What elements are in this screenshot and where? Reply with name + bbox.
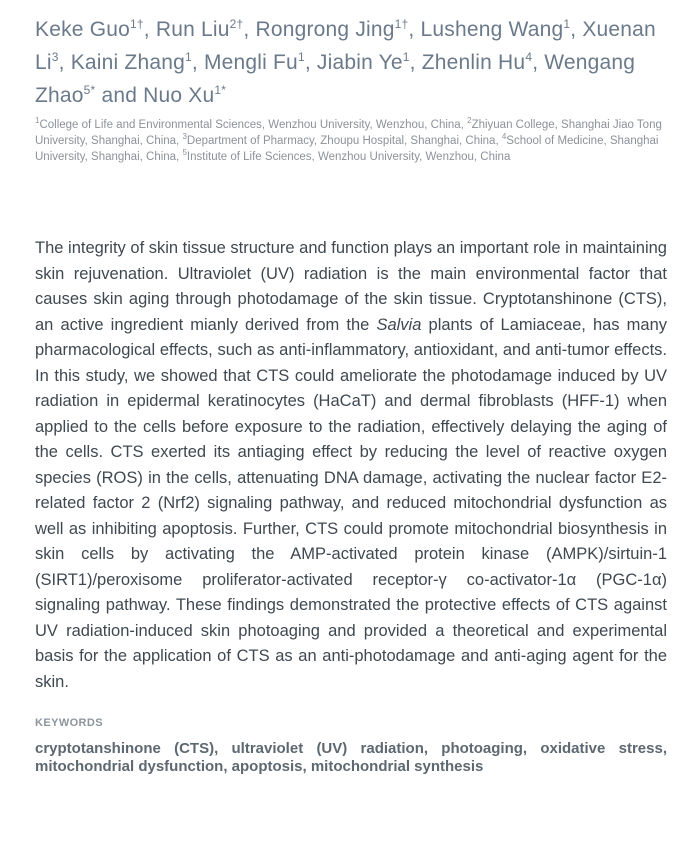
abstract-text: The integrity of skin tissue structure and function plays an important role in maintaining skin rejuvenation. Ultraviolet (UV) radiation is the main environmental factor that causes skin aging through photodamage of the skin tissue. Cryptotanshinone (CTS), an active ingredient mianly derived from the Salvia plants of Lamiaceae, has many pharmacological effects, such as anti-inflammatory, antioxidant, and anti-tumor effects. In this study, we showed that CTS could ameliorate the photodamage induced by UV radiation in epidermal keratinocytes (HaCaT) and dermal fibroblasts (HFF-1) when applied to the cells before exposure to the radiation, effectively delaying the aging of the cells. CTS exerted its antiaging effect by reducing the level of reactive oxygen species (ROS) in the cells, attenuating DNA damage, activating the nuclear factor E2-related factor 2 (Nrf2) signaling pathway, and reduced mitochondrial dysfunction as well as inhibiting apoptosis. Further, CTS could promote mitochondrial biosynthesis in skin cells by activating the AMP-activated protein kinase (AMPK)/sirtuin-1 (SIRT1)/peroxisome proliferator-activated receptor-γ co-activator-1α (PGC-1α) signaling pathway. These findings demonstrated the protective effects of CTS against UV radiation-induced skin photoaging and provided a theoretical and experimental basis for the application of CTS as an anti-photodamage and anti-aging agent for the skin. [35,239,668,691]
author-list: Keke Guo$^{1\dagger}$, Run Liu$^{2\dagger}$, Rongrong Jing$^{1\dagger}$, Lusheng Wang$^1$, Xuenan Li$^3$, Kaini Zhang$^1$, Mengli Fu$^1$, Jiabin Ye$^1$, Zhenlin Hu$^4$, Wengang Zhao$^{5*}$ and Nuo $Xu^{1*}$ [35,17,656,107]
affiliations: $^1$College of Life and Environmental Sciences, Wenzhou University, Wenzhou, China, $^2$Zhiyuan College, Shanghai Jiao Tong University, Shanghai, China, $^3$Department of Pharmacy, Zhoupu Hospital, Shanghai, China, $^4$School of Medicine, Shanghai University, Shanghai, China, $^5$Institute of Life Sciences, Wenzhou University, Wenzhou, China [35,116,662,163]
keywords-text: cryptotanshinone (CTS), ultraviolet (UV) radiation, photoaging, oxidative stress, mitochondrial dysfunction, apoptosis, mitochondrial synthesis [35,740,667,775]
keywords-label: KEYWORDS [35,717,103,729]
